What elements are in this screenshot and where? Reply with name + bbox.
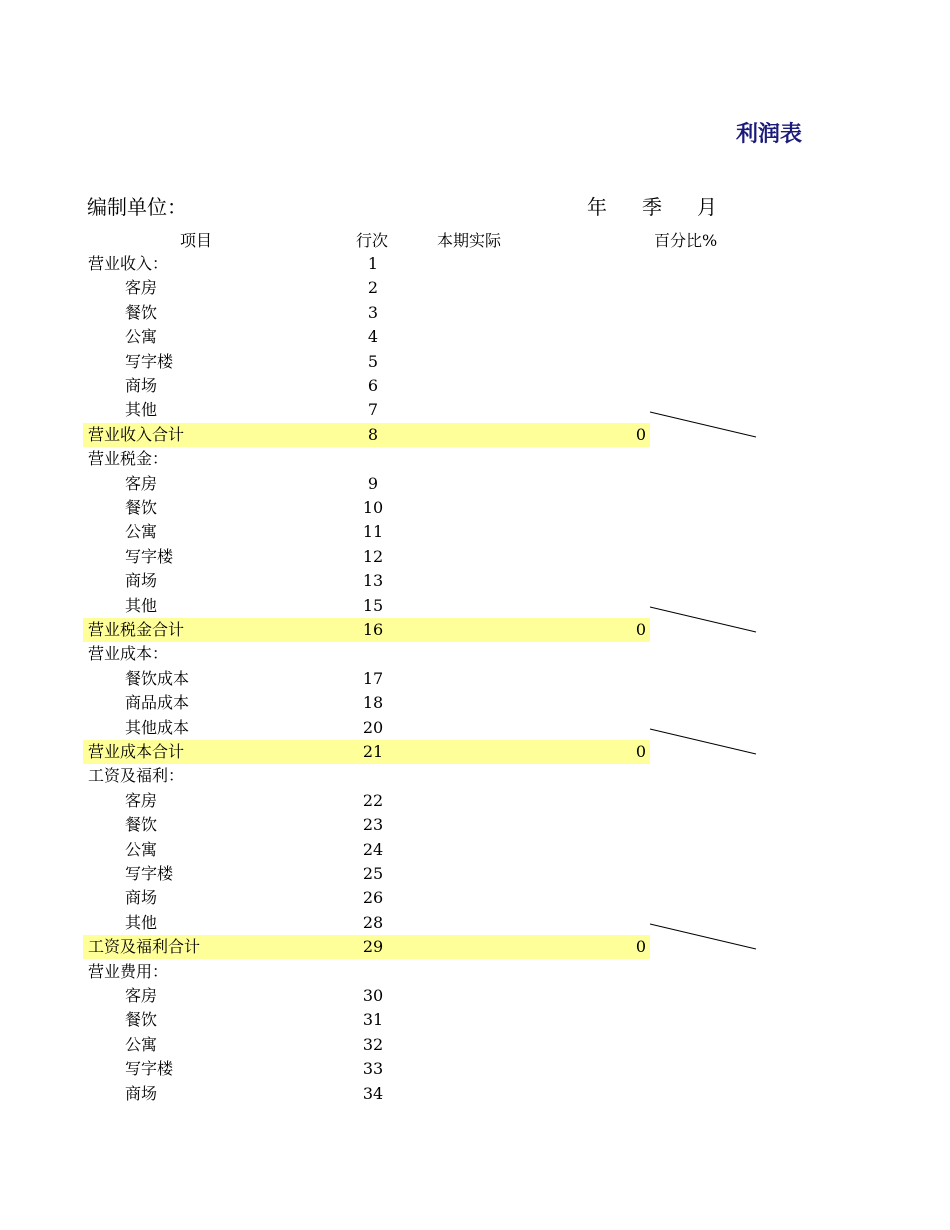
group-row [0, 252, 950, 276]
row-line-number: 21 [362, 742, 384, 761]
table-row [0, 1082, 950, 1106]
row-line-number: 30 [362, 986, 384, 1005]
row-line-number: 13 [362, 571, 384, 591]
table-row [0, 398, 950, 422]
table-row [0, 374, 950, 398]
table-row [0, 594, 950, 618]
row-item-label: 工资及福利合计 [88, 937, 201, 957]
row-item-label: 其他 [125, 912, 158, 932]
total-row [0, 740, 950, 764]
table-row [0, 691, 950, 715]
row-item-label: 营业费用： [88, 961, 169, 981]
row-item-label: 餐饮 [125, 815, 158, 835]
row-item-label: 其他 [125, 400, 158, 420]
table-row [0, 301, 950, 325]
row-amount: 0 [635, 424, 646, 444]
header-item: 项目 [180, 231, 213, 250]
row-item-label: 餐饮 [125, 498, 158, 517]
row-line-number: 31 [362, 1010, 384, 1030]
group-row [0, 764, 950, 788]
row-item-label: 公寓 [125, 327, 158, 347]
table-row [0, 886, 950, 910]
percent-diagonal-line [650, 728, 756, 764]
row-amount: 0 [635, 937, 646, 957]
row-line-number: 25 [362, 864, 384, 883]
table-row [0, 496, 950, 520]
table-row [0, 789, 950, 813]
row-item-label: 餐饮 [125, 1010, 158, 1030]
row-item-label: 写字楼 [125, 351, 174, 371]
period-quarter: 季 [642, 195, 662, 219]
row-line-number: 22 [362, 790, 384, 810]
table-row [0, 276, 950, 300]
table-row [0, 911, 950, 935]
row-item-label: 营业成本： [88, 644, 169, 664]
percent-diagonal-line [650, 606, 756, 642]
table-row [0, 1033, 950, 1057]
row-item-label: 工资及福利： [88, 766, 185, 786]
row-line-number: 33 [362, 1059, 384, 1079]
row-item-label: 公寓 [125, 522, 158, 542]
period-month: 月 [697, 195, 717, 219]
table-row [0, 984, 950, 1008]
row-line-number: 4 [367, 327, 379, 347]
row-line-number: 28 [362, 912, 384, 932]
row-item-label: 营业税金合计 [88, 620, 185, 639]
row-line-number: 15 [362, 595, 384, 615]
row-item-label: 写字楼 [125, 1059, 174, 1079]
table-row [0, 716, 950, 740]
table-row [0, 862, 950, 886]
row-item-label: 商品成本 [125, 693, 190, 713]
row-item-label: 营业收入： [88, 254, 169, 273]
report-title: 利润表 [736, 122, 803, 147]
percent-diagonal-line [650, 923, 756, 959]
row-line-number: 20 [362, 717, 384, 737]
row-line-number: 7 [367, 400, 379, 420]
row-line-number: 23 [362, 815, 384, 835]
row-line-number: 18 [362, 693, 384, 713]
header-current-actual: 本期实际 [437, 231, 502, 250]
table-row [0, 1057, 950, 1081]
row-line-number: 34 [362, 1083, 384, 1103]
row-amount: 0 [635, 620, 646, 639]
row-item-label: 客房 [125, 278, 158, 298]
row-item-label: 商场 [125, 571, 158, 591]
table-row [0, 325, 950, 349]
row-line-number: 1 [367, 254, 379, 273]
row-line-number: 32 [362, 1034, 384, 1054]
row-line-number: 5 [367, 351, 379, 371]
group-row [0, 642, 950, 666]
row-item-label: 其他 [125, 595, 158, 615]
row-line-number: 3 [367, 302, 379, 322]
percent-diagonal-line [650, 411, 756, 447]
row-line-number: 16 [362, 620, 384, 639]
row-line-number: 29 [362, 937, 384, 957]
table-row [0, 667, 950, 691]
row-line-number: 10 [362, 498, 384, 517]
row-line-number: 26 [362, 888, 384, 908]
row-item-label: 公寓 [125, 839, 158, 859]
group-row [0, 960, 950, 984]
row-item-label: 营业税金： [88, 449, 169, 469]
row-item-label: 营业收入合计 [88, 424, 185, 444]
table-row [0, 472, 950, 496]
row-amount: 0 [635, 742, 646, 761]
row-line-number: 24 [362, 839, 384, 859]
row-line-number: 6 [367, 376, 379, 395]
group-row [0, 447, 950, 471]
row-item-label: 客房 [125, 986, 158, 1005]
row-item-label: 客房 [125, 473, 158, 493]
table-row [0, 520, 950, 544]
row-line-number: 11 [362, 522, 384, 542]
header-percent: 百分比% [654, 231, 718, 250]
header-line-no: 行次 [356, 231, 389, 250]
row-item-label: 商场 [125, 888, 158, 908]
row-line-number: 9 [367, 473, 379, 493]
table-row [0, 838, 950, 862]
row-item-label: 写字楼 [125, 864, 174, 883]
total-row [0, 423, 950, 447]
row-item-label: 营业成本合计 [88, 742, 185, 761]
table-row [0, 350, 950, 374]
table-row [0, 545, 950, 569]
table-row [0, 569, 950, 593]
title-clip [700, 113, 803, 153]
table-row [0, 1008, 950, 1032]
row-item-label: 其他成本 [125, 717, 190, 737]
row-item-label: 客房 [125, 790, 158, 810]
org-label: 编制单位： [87, 195, 187, 219]
row-item-label: 餐饮 [125, 302, 158, 322]
row-item-label: 公寓 [125, 1034, 158, 1054]
row-line-number: 2 [367, 278, 379, 298]
row-line-number: 8 [367, 424, 379, 444]
row-item-label: 商场 [125, 1083, 158, 1103]
row-item-label: 商场 [125, 376, 158, 395]
period-year: 年 [587, 195, 607, 219]
row-item-label: 餐饮成本 [125, 668, 190, 688]
table-row [0, 813, 950, 837]
row-line-number: 12 [362, 546, 384, 566]
total-row [0, 935, 950, 959]
row-line-number: 17 [362, 668, 384, 688]
row-item-label: 写字楼 [125, 546, 174, 566]
total-row [0, 618, 950, 642]
